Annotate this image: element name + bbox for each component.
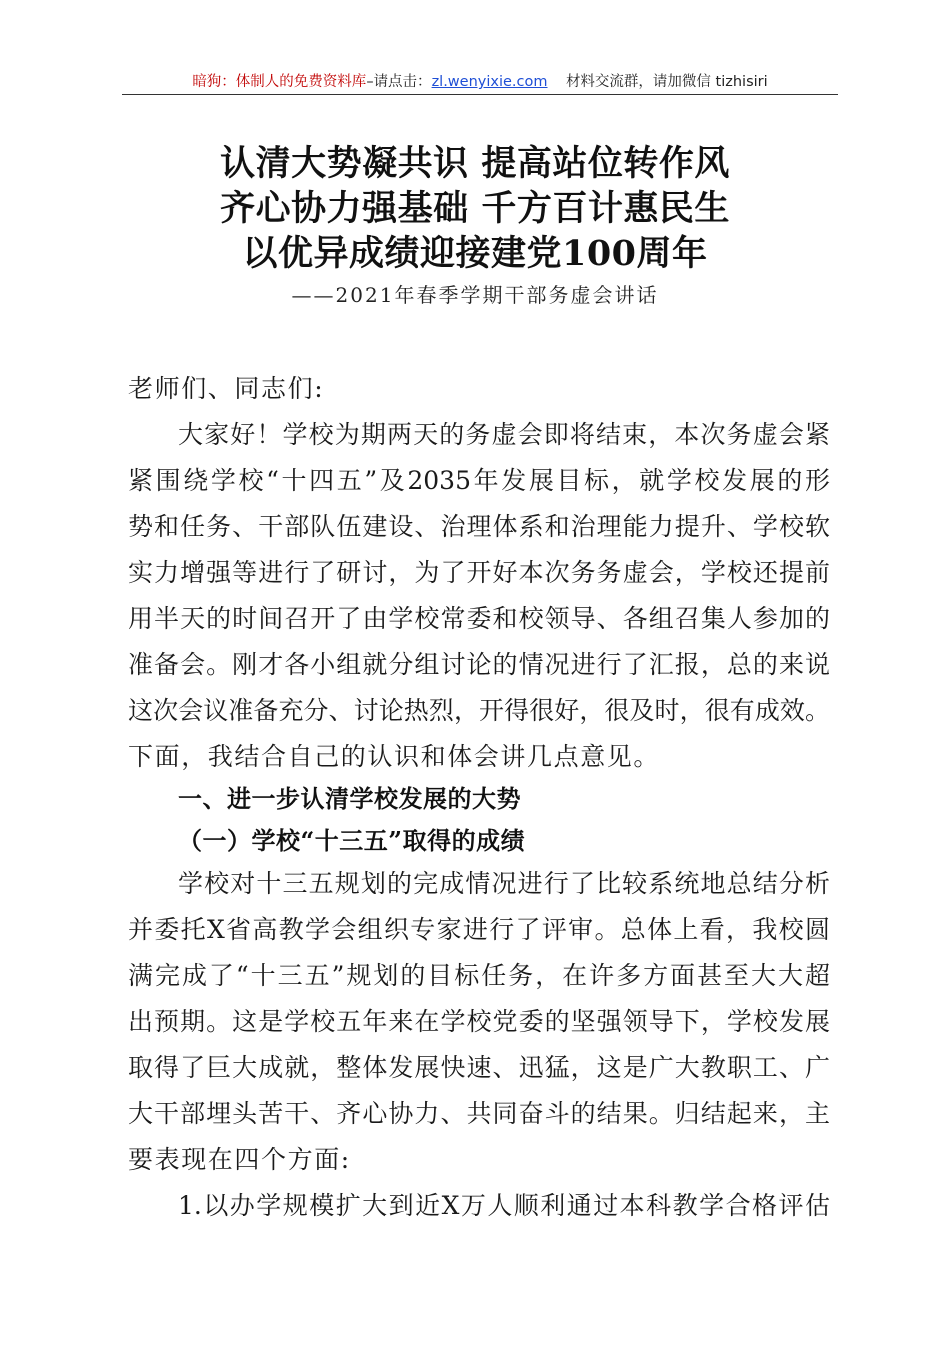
paragraph-line: 实力增强等进行了研讨，为了开好本次务务虚会，学校还提前 [128,558,830,587]
header-click-text: –请点击： [366,74,432,90]
paragraph-line: 下面，我结合自己的认识和体会讲几点意见。 [128,742,661,771]
paragraph-line: 学校对十三五规划的完成情况进行了比较系统地总结分析 [178,869,830,898]
title-line-1: 认清大势凝共识 提高站位转作风 [220,143,730,184]
subsection-heading: （一）学校“十三五”取得的成绩 [178,826,526,855]
header-wechat-text: 材料交流群，请加微信 tizhisiri [565,74,768,90]
header-spacer [548,74,566,90]
paragraph-line: 满完成了“十三五”规划的目标任务，在许多方面甚至大大超 [128,961,830,990]
subtitle: ——2021年春季学期干部务虚会讲话 [291,283,659,307]
paragraph-line: 大家好！学校为期两天的务虚会即将结束，本次务虚会紧 [178,420,830,449]
paragraph-line: 准备会。刚才各小组就分组讨论的情况进行了汇报，总的来说 [128,650,830,679]
paragraph-line: 这次会议准备充分、讨论热烈，开得很好，很及时，很有成效。 [128,696,830,725]
section-heading: 一、进一步认清学校发展的大势 [178,784,521,813]
paragraph-line: 要表现在四个方面: [128,1145,351,1174]
header-link[interactable]: zl.wenyixie.com [431,74,548,90]
paragraph-line: 用半天的时间召开了由学校常委和校领导、各组召集人参加的 [128,604,830,633]
paragraph-line: 紧围绕学校“十四五”及2035年发展目标，就学校发展的形 [128,466,830,495]
numbered-item: 1.以办学规模扩大到近X万人顺利通过本科教学合格评估 [178,1191,830,1220]
salutation: 老师们、同志们: [128,374,325,403]
paragraph-line: 势和任务、干部队伍建设、治理体系和治理能力提升、学校软 [128,512,830,541]
paragraph-line: 取得了巨大成就，整体发展快速、迅猛，这是广大教职工、广 [128,1053,830,1082]
title-line-2: 齐心协力强基础 千方百计惠民生 [220,188,730,229]
title-line-3: 以优异成绩迎接建党100周年 [242,233,708,274]
paragraph-line: 并委托X省高教学会组织专家进行了评审。总体上看，我校圆 [128,915,830,944]
paragraph-line: 大干部埋头苦干、齐心协力、共同奋斗的结果。归结起来，主 [128,1099,830,1128]
header-site-name: 暗狗：体制人的免费资料库 [192,74,367,90]
paragraph-line: 出预期。这是学校五年来在学校党委的坚强领导下，学校发展 [128,1007,830,1036]
document-header [122,72,838,95]
